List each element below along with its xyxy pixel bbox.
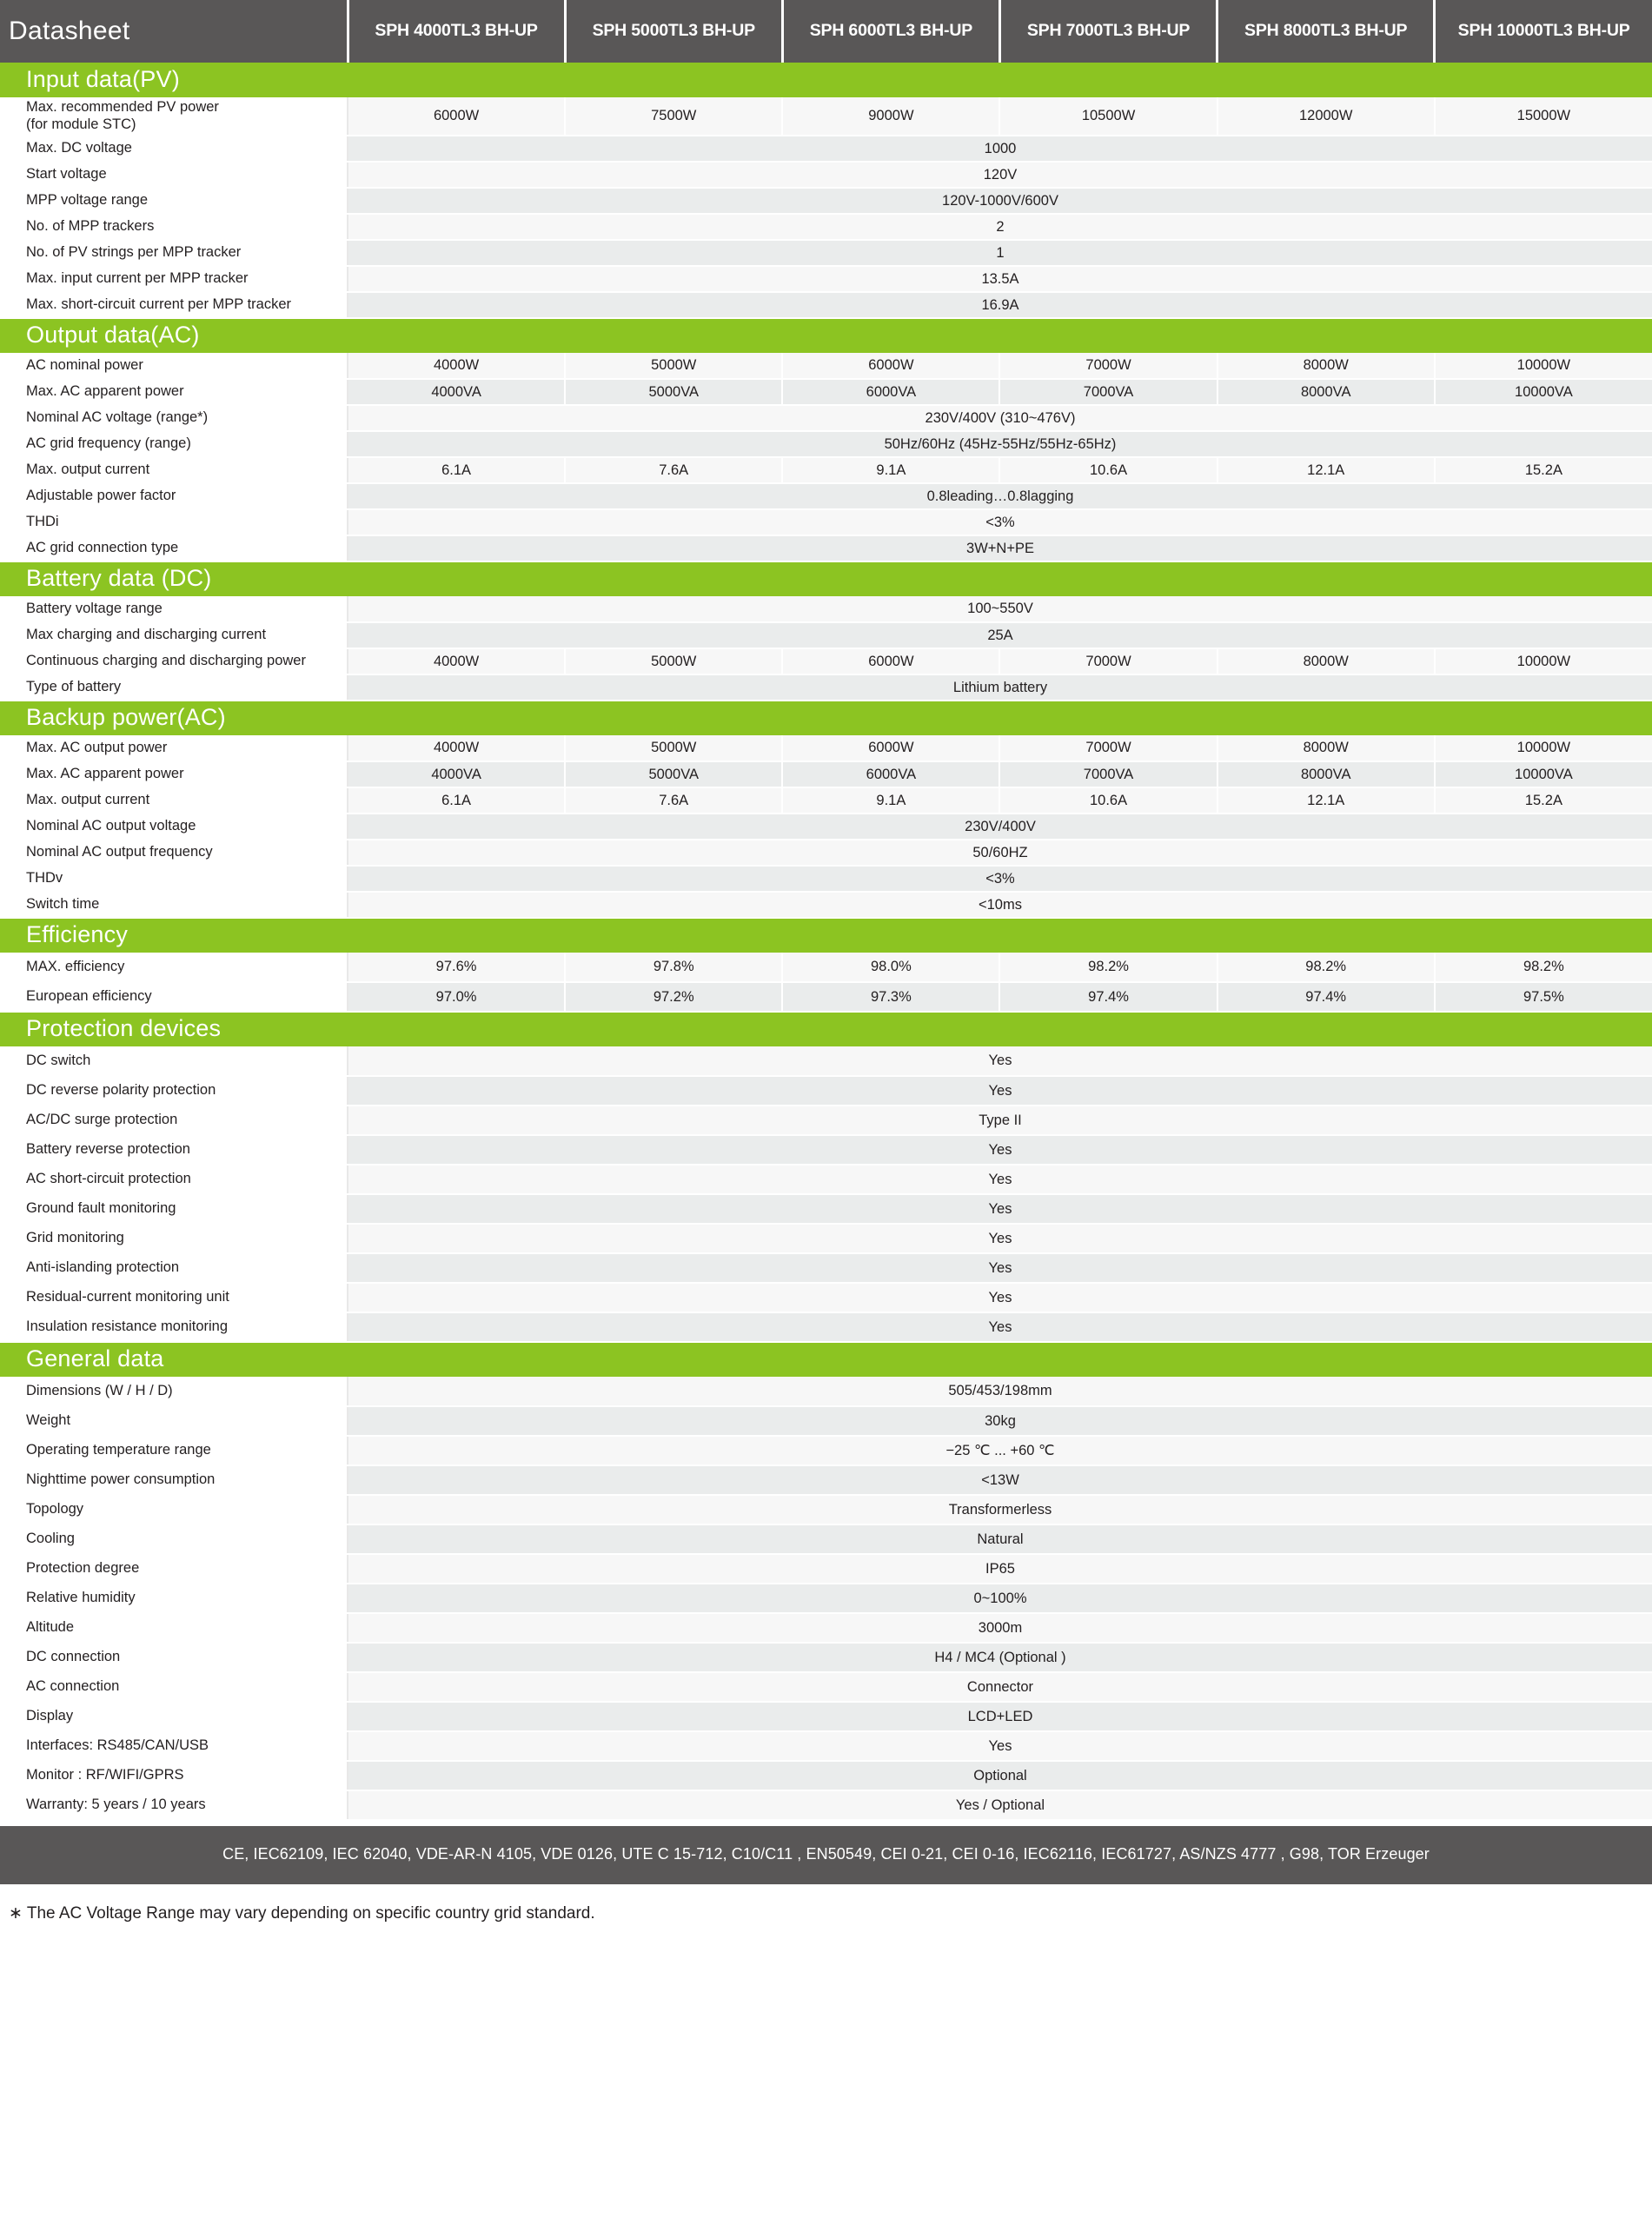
row-label: THDi [0,509,348,535]
table-row [0,136,1652,162]
row-value-1: 7.6A [565,457,782,483]
row-label: Nominal AC output voltage [0,814,348,840]
table-row [0,982,1652,1012]
model-header-5: SPH 10000TL3 BH-UP [1435,0,1652,63]
table-row [0,787,1652,814]
table-row [0,761,1652,787]
row-value-1: 5000W [565,735,782,761]
table-row [0,735,1652,761]
section-title-4: Efficiency [0,918,1652,953]
table-row [0,1790,1652,1820]
row-label: Nominal AC output frequency [0,840,348,866]
row-label: Residual-current monitoring unit [0,1283,348,1312]
row-value-all: <3% [348,509,1652,535]
row-label: Display [0,1702,348,1731]
table-row [0,292,1652,318]
table-row [0,509,1652,535]
table-row [0,1076,1652,1106]
row-value-3: 7000VA [999,379,1217,405]
row-label: Max. AC apparent power [0,761,348,787]
row-value-4: 8000W [1217,735,1435,761]
section-header [0,318,1652,353]
table-row [0,214,1652,240]
row-label: No. of PV strings per MPP tracker [0,240,348,266]
table-row [0,1465,1652,1495]
certifications-bar: CE, IEC62109, IEC 62040, VDE-AR-N 4105, VDE 0126, UTE C 15-712, C10/C11 , EN50549, CEI 0-21, CEI 0-16, IEC62116, IEC61727, AS/NZS 4777 , G98, TOR Erzeuger [0,1826,1652,1884]
table-row [0,1731,1652,1761]
row-value-all: 13.5A [348,266,1652,292]
row-label: AC nominal power [0,353,348,379]
row-label: Continuous charging and discharging power [0,648,348,674]
row-label: Weight [0,1406,348,1436]
row-label: DC reverse polarity protection [0,1076,348,1106]
row-label: MPP voltage range [0,188,348,214]
table-row [0,379,1652,405]
row-value-4: 98.2% [1217,953,1435,982]
row-label: Max. AC output power [0,735,348,761]
row-value-all: Yes [348,1224,1652,1253]
section-title-0: Input data(PV) [0,63,1652,97]
row-label: European efficiency [0,982,348,1012]
row-value-4: 8000VA [1217,761,1435,787]
table-row [0,1495,1652,1524]
row-value-2: 6000W [782,353,999,379]
table-row [0,1584,1652,1613]
section-header [0,701,1652,735]
table-row [0,188,1652,214]
row-value-0: 4000VA [348,761,565,787]
row-label: Max. DC voltage [0,136,348,162]
row-value-0: 4000VA [348,379,565,405]
table-row [0,535,1652,561]
section-title-6: General data [0,1342,1652,1377]
row-value-1: 5000W [565,648,782,674]
row-label: Type of battery [0,674,348,701]
row-value-all: Type II [348,1106,1652,1135]
row-value-all: 505/453/198mm [348,1377,1652,1406]
row-label: Adjustable power factor [0,483,348,509]
table-row [0,1224,1652,1253]
model-header-0: SPH 4000TL3 BH-UP [348,0,565,63]
model-header-1: SPH 5000TL3 BH-UP [565,0,782,63]
table-row [0,1253,1652,1283]
row-value-5: 15000W [1435,97,1652,136]
table-row [0,483,1652,509]
row-value-all: 50/60HZ [348,840,1652,866]
row-value-5: 98.2% [1435,953,1652,982]
table-row [0,1106,1652,1135]
row-value-2: 9000W [782,97,999,136]
row-value-4: 8000W [1217,353,1435,379]
table-row [0,1165,1652,1194]
row-value-all: 50Hz/60Hz (45Hz-55Hz/55Hz-65Hz) [348,431,1652,457]
row-value-all: 0~100% [348,1584,1652,1613]
row-value-all: <10ms [348,892,1652,918]
row-label: Start voltage [0,162,348,188]
table-row [0,1406,1652,1436]
row-value-all: Yes [348,1194,1652,1224]
row-label: Monitor : RF/WIFI/GPRS [0,1761,348,1790]
table-row [0,405,1652,431]
row-value-1: 5000W [565,353,782,379]
row-label: Topology [0,1495,348,1524]
row-value-3: 7000W [999,735,1217,761]
row-label: Max. output current [0,457,348,483]
row-value-all: 30kg [348,1406,1652,1436]
row-value-4: 97.4% [1217,982,1435,1012]
row-label: Warranty: 5 years / 10 years [0,1790,348,1820]
row-value-5: 97.5% [1435,982,1652,1012]
row-value-all: Yes [348,1076,1652,1106]
row-label: Max. output current [0,787,348,814]
row-value-all: LCD+LED [348,1702,1652,1731]
row-label: AC grid frequency (range) [0,431,348,457]
table-header-row [0,0,1652,63]
page-title: Datasheet [0,0,348,63]
row-label: DC connection [0,1643,348,1672]
model-header-4: SPH 8000TL3 BH-UP [1217,0,1435,63]
row-value-0: 4000W [348,648,565,674]
row-label: Grid monitoring [0,1224,348,1253]
table-row [0,1377,1652,1406]
row-label: Battery reverse protection [0,1135,348,1165]
row-value-5: 10000W [1435,648,1652,674]
row-label: Dimensions (W / H / D) [0,1377,348,1406]
row-value-4: 12000W [1217,97,1435,136]
table-row [0,1524,1652,1554]
row-value-all: 3000m [348,1613,1652,1643]
table-row [0,353,1652,379]
row-value-all: 230V/400V (310~476V) [348,405,1652,431]
section-title-2: Battery data (DC) [0,561,1652,596]
row-value-0: 97.0% [348,982,565,1012]
table-row [0,1672,1652,1702]
table-row [0,1312,1652,1342]
row-value-2: 6000VA [782,761,999,787]
row-value-5: 10000VA [1435,761,1652,787]
row-label: Nighttime power consumption [0,1465,348,1495]
row-label: THDv [0,866,348,892]
table-row [0,892,1652,918]
row-value-4: 12.1A [1217,457,1435,483]
table-row [0,814,1652,840]
row-value-all: <13W [348,1465,1652,1495]
row-value-3: 10.6A [999,457,1217,483]
row-value-all: 3W+N+PE [348,535,1652,561]
table-row [0,596,1652,622]
table-row [0,240,1652,266]
section-header [0,561,1652,596]
row-value-all: Natural [348,1524,1652,1554]
row-value-2: 6000VA [782,379,999,405]
row-label: Nominal AC voltage (range*) [0,405,348,431]
row-value-4: 8000W [1217,648,1435,674]
row-value-all: Yes / Optional [348,1790,1652,1820]
row-value-0: 6000W [348,97,565,136]
row-value-2: 6000W [782,735,999,761]
row-value-all: −25 ℃ ... +60 ℃ [348,1436,1652,1465]
table-row [0,1613,1652,1643]
row-value-all: 1 [348,240,1652,266]
row-value-2: 97.3% [782,982,999,1012]
section-header [0,918,1652,953]
table-row [0,1046,1652,1076]
row-value-1: 97.8% [565,953,782,982]
row-value-all: Yes [348,1283,1652,1312]
row-label: Max. AC apparent power [0,379,348,405]
row-value-0: 4000W [348,353,565,379]
table-row [0,1702,1652,1731]
row-value-all: Transformerless [348,1495,1652,1524]
row-value-3: 7000W [999,648,1217,674]
row-value-all: 120V-1000V/600V [348,188,1652,214]
row-value-all: Yes [348,1312,1652,1342]
row-label: Cooling [0,1524,348,1554]
row-value-3: 10.6A [999,787,1217,814]
row-value-0: 97.6% [348,953,565,982]
row-value-1: 7500W [565,97,782,136]
row-label: AC connection [0,1672,348,1702]
section-title-3: Backup power(AC) [0,701,1652,735]
row-value-1: 97.2% [565,982,782,1012]
row-value-all: 2 [348,214,1652,240]
row-value-0: 6.1A [348,787,565,814]
row-value-all: 120V [348,162,1652,188]
row-value-all: 0.8leading…0.8lagging [348,483,1652,509]
model-header-2: SPH 6000TL3 BH-UP [782,0,999,63]
row-label: Ground fault monitoring [0,1194,348,1224]
row-value-3: 7000VA [999,761,1217,787]
row-value-5: 15.2A [1435,457,1652,483]
row-value-all: Yes [348,1165,1652,1194]
row-label: Max. input current per MPP tracker [0,266,348,292]
row-value-all: Yes [348,1046,1652,1076]
row-value-4: 8000VA [1217,379,1435,405]
row-value-all: 230V/400V [348,814,1652,840]
table-row [0,1135,1652,1165]
row-value-all: Optional [348,1761,1652,1790]
row-label: Max charging and discharging current [0,622,348,648]
table-row [0,648,1652,674]
row-label: Operating temperature range [0,1436,348,1465]
footnote-text: ∗ The AC Voltage Range may vary depending on specific country grid standard. [9,1904,595,1923]
row-value-all: Yes [348,1135,1652,1165]
row-label: AC grid connection type [0,535,348,561]
table-row [0,674,1652,701]
row-value-5: 15.2A [1435,787,1652,814]
row-value-4: 12.1A [1217,787,1435,814]
row-value-all: Yes [348,1253,1652,1283]
table-row [0,622,1652,648]
model-header-3: SPH 7000TL3 BH-UP [999,0,1217,63]
table-row [0,457,1652,483]
table-row [0,866,1652,892]
row-value-all: 100~550V [348,596,1652,622]
row-value-3: 10500W [999,97,1217,136]
row-label: Protection degree [0,1554,348,1584]
table-row [0,1436,1652,1465]
row-label: Max. recommended PV power (for module STC) [0,97,348,136]
row-value-5: 10000W [1435,353,1652,379]
table-row [0,266,1652,292]
row-value-5: 10000VA [1435,379,1652,405]
row-value-1: 5000VA [565,761,782,787]
row-value-1: 7.6A [565,787,782,814]
row-label: MAX. efficiency [0,953,348,982]
row-label: Altitude [0,1613,348,1643]
table-row [0,162,1652,188]
row-label: AC short-circuit protection [0,1165,348,1194]
table-row [0,1761,1652,1790]
row-value-2: 98.0% [782,953,999,982]
row-value-all: <3% [348,866,1652,892]
row-label: Battery voltage range [0,596,348,622]
row-value-3: 7000W [999,353,1217,379]
table-row [0,1194,1652,1224]
table-row [0,840,1652,866]
section-title-1: Output data(AC) [0,318,1652,353]
row-label: Insulation resistance monitoring [0,1312,348,1342]
row-value-2: 6000W [782,648,999,674]
section-title-5: Protection devices [0,1012,1652,1046]
row-value-3: 97.4% [999,982,1217,1012]
row-label: Switch time [0,892,348,918]
row-value-all: IP65 [348,1554,1652,1584]
row-label: Interfaces: RS485/CAN/USB [0,1731,348,1761]
table-row [0,97,1652,136]
table-row [0,1283,1652,1312]
table-row [0,1643,1652,1672]
row-value-all: Lithium battery [348,674,1652,701]
row-value-all: Connector [348,1672,1652,1702]
row-value-all: H4 / MC4 (Optional ) [348,1643,1652,1672]
table-row [0,431,1652,457]
row-value-all: 25A [348,622,1652,648]
section-header [0,63,1652,97]
section-header [0,1012,1652,1046]
row-value-2: 9.1A [782,457,999,483]
row-label: AC/DC surge protection [0,1106,348,1135]
row-value-all: 16.9A [348,292,1652,318]
row-label: No. of MPP trackers [0,214,348,240]
row-value-all: 1000 [348,136,1652,162]
row-value-1: 5000VA [565,379,782,405]
row-label: Max. short-circuit current per MPP tracker [0,292,348,318]
row-label: Anti-islanding protection [0,1253,348,1283]
row-value-2: 9.1A [782,787,999,814]
row-value-0: 6.1A [348,457,565,483]
row-value-3: 98.2% [999,953,1217,982]
row-label: Relative humidity [0,1584,348,1613]
section-header [0,1342,1652,1377]
table-row [0,953,1652,982]
row-value-all: Yes [348,1731,1652,1761]
table-row [0,1554,1652,1584]
row-value-0: 4000W [348,735,565,761]
row-value-5: 10000W [1435,735,1652,761]
row-label: DC switch [0,1046,348,1076]
